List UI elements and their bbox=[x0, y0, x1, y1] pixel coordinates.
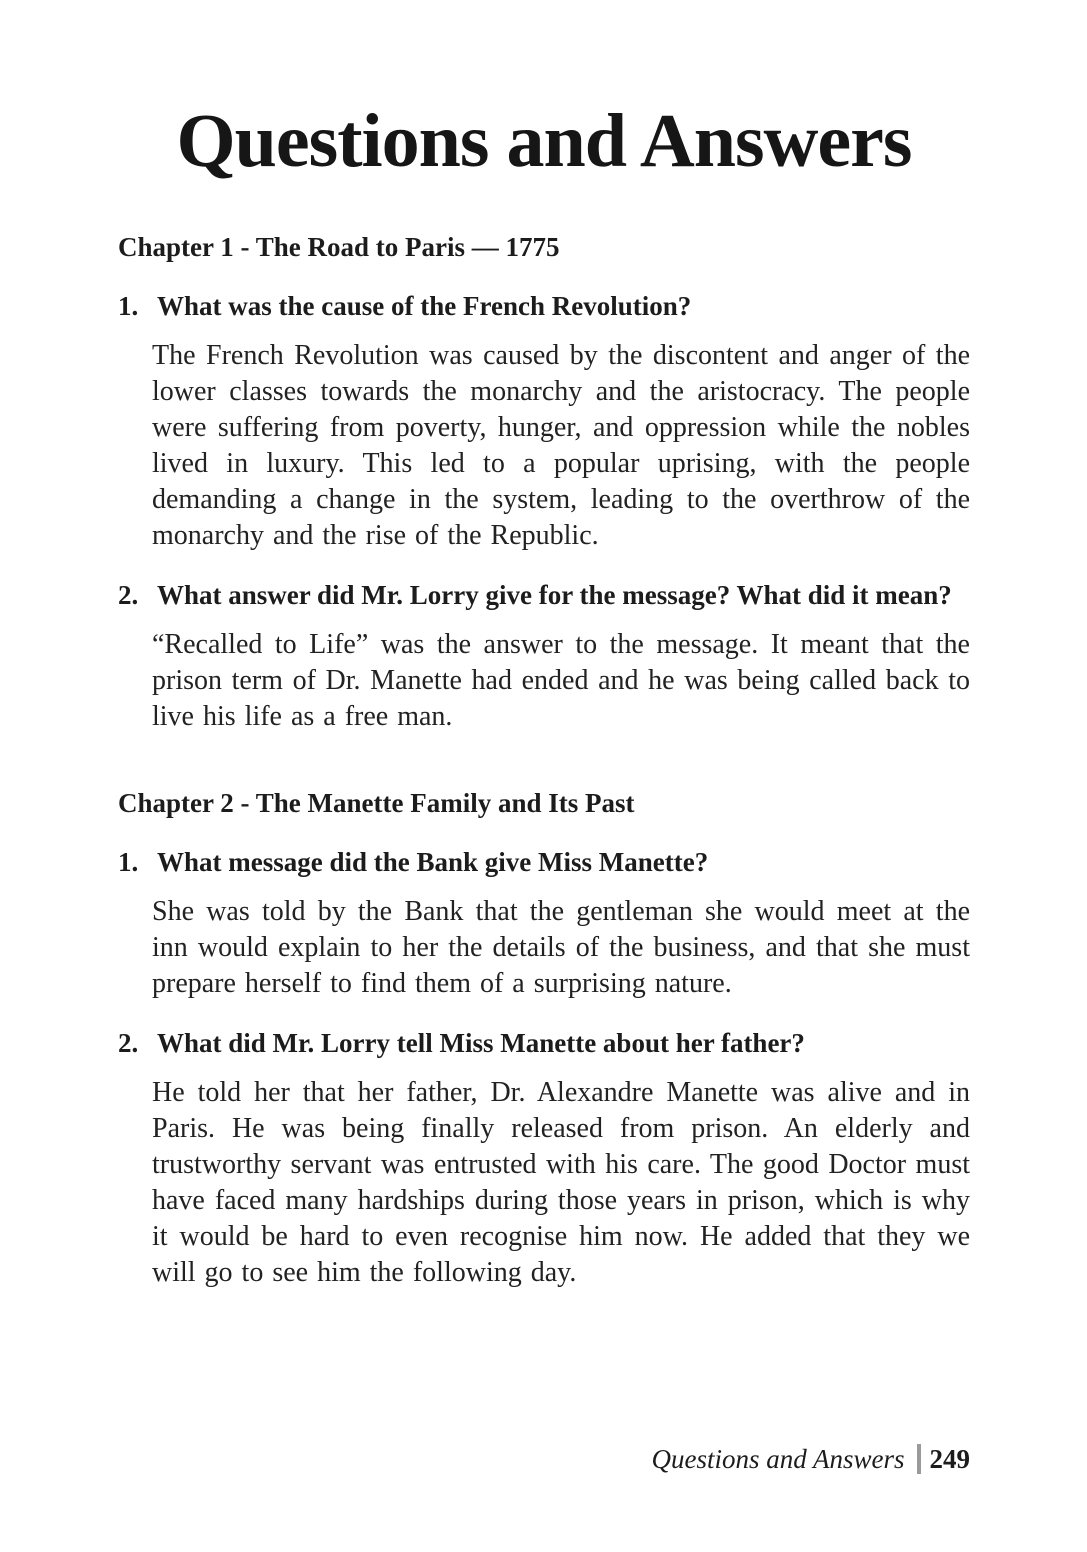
question-row bbox=[118, 843, 970, 881]
chapter-2-heading: Chapter 2 - The Manette Family and Its Past bbox=[118, 788, 635, 819]
chapter-2-section bbox=[118, 785, 970, 1291]
chapter-1-heading: Chapter 1 - The Road to Paris — 1775 bbox=[118, 232, 560, 263]
qa-item bbox=[118, 287, 970, 554]
question-text: What was the cause of the French Revolution? bbox=[157, 291, 692, 322]
chapter-1-section bbox=[118, 229, 970, 735]
question-text: What did Mr. Lorry tell Miss Manette about her father? bbox=[157, 1028, 805, 1059]
question-text: What answer did Mr. Lorry give for the message? What did it mean? bbox=[157, 580, 952, 611]
page-title: Questions and Answers bbox=[176, 99, 912, 183]
qa-item bbox=[118, 576, 970, 735]
page-content bbox=[0, 98, 1087, 1291]
answer-text: She was told by the Bank that the gentleman she would meet at the inn would explain to her the details of the business, and that she must prepare herself to find them of a surprising nature. bbox=[152, 896, 970, 1000]
answer-text: “Recalled to Life” was the answer to the message. It meant that the prison term of Dr. Manette had ended and he was being called back to live his life as a free man. bbox=[152, 629, 970, 733]
page-footer bbox=[651, 1442, 970, 1476]
footer-divider bbox=[917, 1444, 921, 1474]
footer-book-title: Questions and Answers bbox=[651, 1444, 905, 1474]
question-text: What message did the Bank give Miss Manette? bbox=[157, 847, 709, 878]
question-number: 2. bbox=[118, 1028, 139, 1059]
question-number: 2. bbox=[118, 580, 139, 611]
question-row bbox=[118, 1024, 970, 1062]
question-number: 1. bbox=[118, 847, 139, 878]
answer-text: He told her that her father, Dr. Alexandre Manette was alive and in Paris. He was being finally released from prison. An elderly and trustworthy servant was entrusted with his care. The good Doctor must have faced many hardships during those years in prison, which is why it would be hard to even recognise him now. He added that they we will go to see him the following day. bbox=[152, 1077, 970, 1289]
footer-page-number: 249 bbox=[929, 1444, 970, 1474]
question-number: 1. bbox=[118, 291, 139, 322]
question-row bbox=[118, 576, 970, 614]
qa-item bbox=[118, 843, 970, 1002]
answer-text: The French Revolution was caused by the discontent and anger of the lower classes towards the monarchy and the aristocracy. The people were suffering from poverty, hunger, and oppression while the nobles lived in luxury. This led to a popular uprising, with the people demanding a change in the system, leading to the overthrow of the monarchy and the rise of the Republic. bbox=[152, 340, 970, 552]
qa-item bbox=[118, 1024, 970, 1291]
question-row bbox=[118, 287, 970, 325]
